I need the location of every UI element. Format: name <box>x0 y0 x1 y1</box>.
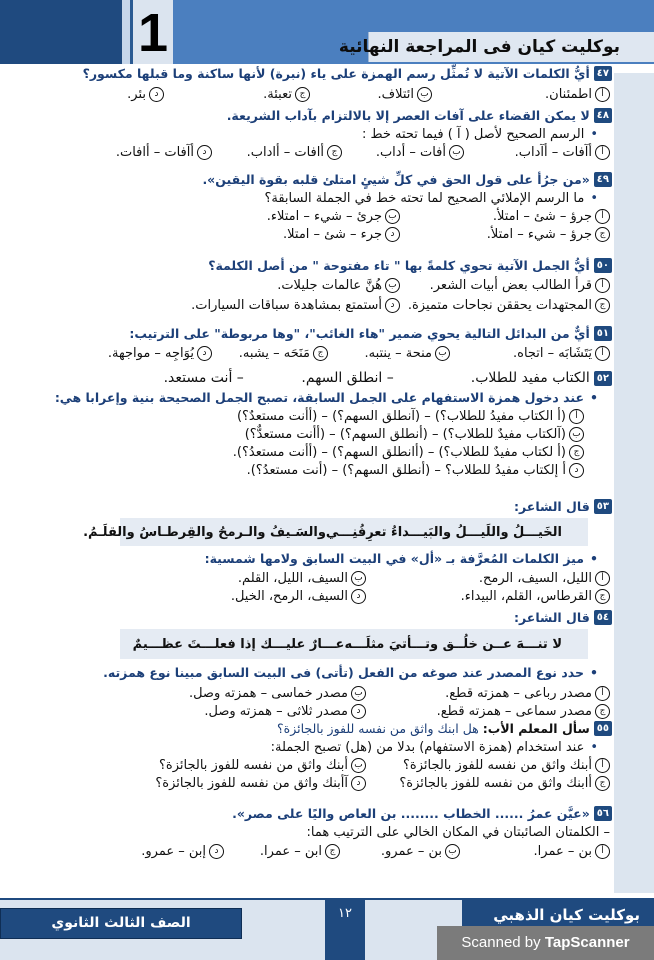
verse-second-hemistich: والسَـيفُ والـرمحُ والقِرطـاسُ والقلَـمُ. <box>83 524 326 540</box>
option-c[interactable] <box>12 445 584 460</box>
option-letter-circle: أ <box>595 844 610 859</box>
option-text: مصدر خماسى – همزته وصل. <box>188 686 348 701</box>
option-text: ابن – عمرا. <box>259 844 322 859</box>
option-text: جرؤ – شئ – امتلأ. <box>492 209 592 224</box>
booklet-label: بوكليت كيان الذهبي <box>493 906 640 924</box>
page-title: بوكليت كيان فى المراجعة النهائية <box>338 37 620 57</box>
option-letter-circle: ب <box>351 686 366 701</box>
option-text: جرئ – شيء – امتلاء. <box>266 209 382 224</box>
question-subprompt: • ما الرسم الإملائي الصحيح لما تحته خط في الجملة السابقة؟ <box>12 191 612 206</box>
option-text: السيف، الرمح، الخيل. <box>230 589 348 604</box>
question-48 <box>12 108 612 160</box>
option-letter-circle: ج <box>595 704 610 719</box>
option-a[interactable] <box>400 209 610 224</box>
option-a[interactable] <box>366 758 610 773</box>
option-letter-circle: أ <box>595 87 610 102</box>
option-letter-circle: أ <box>569 409 584 424</box>
verse-first-hemistich: الخَيـــلُ واللَيـــلُ والبَيـــداءُ تعرِفُنِـــي <box>325 524 562 540</box>
option-d[interactable] <box>12 463 584 478</box>
option-letter-circle: ب <box>417 87 432 102</box>
option-text: ائتلاف. <box>377 87 414 102</box>
option-c[interactable] <box>164 87 310 102</box>
question-50 <box>12 258 612 313</box>
option-text: منحة – ينتبه. <box>364 346 432 361</box>
option-text: يُوَاجِه – مواجهة. <box>107 346 194 361</box>
option-letter-circle: د <box>209 844 224 859</box>
question-intro: قال الشاعر: <box>514 610 590 625</box>
option-text: تعبئة. <box>263 87 292 102</box>
option-text: إبن – عمرو. <box>141 844 206 859</box>
option-text: أ إلكتاب مفيدُ للطلاب؟ – (أنطلق السهم؟) – (أنت مستعدُ؟). <box>246 463 566 478</box>
sentence-2: – انطلق السهم. <box>301 370 394 386</box>
option-b[interactable] <box>342 145 464 160</box>
option-letter-circle: أ <box>595 209 610 224</box>
option-d[interactable] <box>116 145 212 160</box>
option-text: أفات – أداب. <box>375 145 446 160</box>
sentence-3: – أنت مستعد. <box>163 370 244 386</box>
option-text: قرأ الطالب بعض أبيات الشعر. <box>429 278 592 293</box>
option-a[interactable] <box>400 278 610 293</box>
option-b[interactable] <box>340 844 460 859</box>
option-b[interactable] <box>12 427 584 442</box>
option-c[interactable] <box>366 704 610 719</box>
option-letter-circle: د <box>351 704 366 719</box>
option-b[interactable] <box>159 758 366 773</box>
option-a[interactable] <box>450 346 610 361</box>
question-subprompt: • الرسم الصحيح لأصل ( آ ) فيما تحته خط : <box>12 127 612 142</box>
page-number: ١٢ <box>325 900 365 960</box>
option-letter-circle: ب <box>385 209 400 224</box>
question-number-badge: ٤٩ <box>594 172 612 187</box>
option-a[interactable] <box>366 686 610 701</box>
option-c[interactable] <box>212 145 342 160</box>
question-subprompt: • ميز الكلمات المُعرَّفة بـ «أل» في البيت السابق ولامها شمسية: <box>12 551 612 566</box>
option-letter-circle: ب <box>569 427 584 442</box>
option-c[interactable] <box>224 844 340 859</box>
option-text: اطمئنان. <box>545 87 592 102</box>
question-52 <box>12 370 612 478</box>
question-text: «من جرُأ على قول الحق في كلِّ شيئٍ امتلئ قلبه بقوة اليقين». <box>202 172 590 187</box>
option-letter-circle: ب <box>351 758 366 773</box>
option-text: أابنك واثق من نفسه للفوز بالجائزة؟ <box>399 776 592 791</box>
option-letter-circle: د <box>385 298 400 313</box>
option-letter-circle: ج <box>295 87 310 102</box>
question-subprompt: • عند دخول همزة الاستفهام على الجمل السابقة، تصبح الجمل الصحيحة بنية وإعرابا هي: <box>12 390 612 405</box>
option-text: آأبنك واثق من نفسه للفوز بالجائزة؟ <box>155 776 348 791</box>
question-55 <box>12 721 612 791</box>
question-number-badge: ٥٥ <box>594 721 612 736</box>
question-47 <box>12 66 612 102</box>
option-letter-circle: أ <box>595 571 610 586</box>
question-label: سأل المعلم الأب: <box>482 721 590 736</box>
option-text: بئر. <box>127 87 146 102</box>
option-d[interactable] <box>191 298 400 313</box>
question-number-badge: ٥١ <box>594 326 612 341</box>
option-b[interactable] <box>189 686 366 701</box>
option-letter-circle: ج <box>569 445 584 460</box>
option-letter-circle: أ <box>595 278 610 293</box>
question-text: «عيَّن عمرُ ...... الخطاب ........ بن العاص واليًا على مصر». <box>232 806 590 821</box>
poem-verse-box <box>83 518 588 546</box>
option-letter-circle: د <box>351 776 366 791</box>
question-number-badge: ٤٧ <box>594 66 612 81</box>
option-b[interactable] <box>310 87 432 102</box>
option-d[interactable] <box>127 87 164 102</box>
option-letter-circle: ب <box>449 145 464 160</box>
option-letter-circle: ج <box>595 589 610 604</box>
question-number-badge: ٥٢ <box>594 371 612 386</box>
question-text: لا يمكن القضاء على آفات العصر إلا بالالتزام بآداب الشريعة. <box>226 108 590 123</box>
option-text: بن – عمرو. <box>380 844 442 859</box>
option-text: السيف، الليل، القلم. <box>237 571 348 586</box>
option-letter-circle: أ <box>595 758 610 773</box>
option-letter-circle: د <box>351 589 366 604</box>
option-c[interactable] <box>400 227 610 242</box>
verse-second-hemistich: عـــارٌ عليـــك إذا فعلـــتَ عظـــيمٌ <box>132 636 345 652</box>
option-text: مصدر ثلاثى – همزته وصل. <box>204 704 348 719</box>
option-text: بن – عمرا. <box>533 844 592 859</box>
option-text: جرء – شئ – امتلا. <box>283 227 382 242</box>
option-letter-circle: ج <box>595 776 610 791</box>
option-letter-circle: أ <box>595 145 610 160</box>
question-number-badge: ٥٦ <box>594 806 612 821</box>
option-d[interactable] <box>231 589 366 604</box>
option-letter-circle: ج <box>313 346 328 361</box>
question-54 <box>12 610 612 719</box>
question-51 <box>12 326 612 361</box>
option-b[interactable] <box>267 209 400 224</box>
option-text: مصدر سماعى – همزته قطع. <box>436 704 592 719</box>
question-49 <box>12 172 612 242</box>
question-number-badge: ٥٤ <box>594 610 612 625</box>
option-letter-circle: ب <box>435 346 450 361</box>
scanner-watermark <box>437 926 654 960</box>
question-subprompt: • عند استخدام (همزة الاستفهام) بدلا من (هل) تصبح الجملة: <box>12 740 612 755</box>
question-number-badge: ٥٠ <box>594 258 612 273</box>
option-text: أآفات – أافات. <box>115 145 194 160</box>
question-subprompt: • حدد نوع المصدر عند صوغه من الفعل (تأتى) فى البيت السابق مبينا نوع همزته. <box>12 665 612 680</box>
option-text: أبنك واثق من نفسه للفوز بالجائزة؟ <box>159 758 348 773</box>
option-text: القرطاس، القلم، البيداء. <box>460 589 592 604</box>
option-letter-circle: د <box>197 145 212 160</box>
option-c[interactable] <box>366 776 610 791</box>
watermark-brand: TapScanner <box>544 934 630 951</box>
option-letter-circle: ج <box>327 145 342 160</box>
question-number-badge: ٥٣ <box>594 499 612 514</box>
option-b[interactable] <box>328 346 450 361</box>
option-text: مصدر رباعى – همزته قطع. <box>445 686 592 701</box>
question-text: هل ابنك واثق من نفسه للفوز بالجائزة؟ <box>277 721 479 736</box>
option-d[interactable] <box>141 844 224 859</box>
sentence-1: الكتاب مفيد للطلاب. <box>470 370 590 386</box>
grade-label-box <box>0 908 242 939</box>
option-letter-circle: ب <box>385 278 400 293</box>
option-text: هُنَّ عالمات جليلات. <box>277 278 382 293</box>
option-b[interactable] <box>277 278 400 293</box>
grade-label: الصف الثالث الثانوي <box>51 915 191 931</box>
option-letter-circle: ب <box>351 571 366 586</box>
option-text: (أ الكتاب مفيدُ للطلاب؟) – (آنطلق السهم؟) – (أأنت مستعدٌ؟) <box>236 409 566 424</box>
option-d[interactable] <box>204 704 366 719</box>
watermark-prefix: Scanned by <box>461 934 545 951</box>
option-c[interactable] <box>400 298 610 313</box>
option-a[interactable] <box>432 87 610 102</box>
option-letter-circle: ج <box>325 844 340 859</box>
option-d[interactable] <box>283 227 400 242</box>
question-53 <box>12 499 612 604</box>
option-letter-circle: د <box>569 463 584 478</box>
verse-first-hemistich: لا تنـــهَ عــن خلُــق وتـــأتيَ مثلَـــه <box>344 636 562 652</box>
option-text: أافات – أاداب. <box>246 145 324 160</box>
question-number-badge: ٤٨ <box>594 108 612 123</box>
question-subprompt: – الكلمتان الصائبتان في المكان الخالي على الترتيب هما: <box>306 825 610 840</box>
option-letter-circle: د <box>149 87 164 102</box>
option-text: أبنك واثق من نفسه للفوز بالجائزة؟ <box>403 758 592 773</box>
poem-verse-box <box>120 629 588 659</box>
option-text: أستمتع بمشاهدة سباقات السيارات. <box>191 298 382 313</box>
option-c[interactable] <box>366 589 610 604</box>
question-56 <box>12 806 612 859</box>
question-text: أيُّ الكلمات الآتية لا تُمثِّل رسم الهمزة على ياء (نبرة) لأنها ساكنة وما قبلها مكسور؟ <box>82 66 590 81</box>
option-text: (أ لكتاب مفيدٌ للطلاب؟) – (أانطلق السهم؟) – (أأنت مستعدُ؟). <box>232 445 566 460</box>
option-text: يَتَشَابَه – اتجاه. <box>513 346 592 361</box>
option-text: (آلكتاب مفيدٌ للطلاب؟) – (أنطلق السهم؟) – (أأنت مستعدٌّ؟) <box>244 427 566 442</box>
option-text: جرؤ – شيء – امتلأ. <box>486 227 592 242</box>
option-d[interactable] <box>155 776 366 791</box>
option-d[interactable] <box>108 346 212 361</box>
option-c[interactable] <box>212 346 328 361</box>
option-a[interactable] <box>464 145 610 160</box>
option-letter-circle: أ <box>595 346 610 361</box>
question-text: أيُّ الجمل الآتية تحوي كلمةً بها " تاء مفتوحة " من أصل الكلمة؟ <box>208 258 590 273</box>
option-letter-circle: د <box>197 346 212 361</box>
option-text: الليل، السيف، الرمح. <box>478 571 592 586</box>
option-text: أآفات – أآداب. <box>514 145 592 160</box>
option-letter-circle: أ <box>595 686 610 701</box>
unit-number: 1 <box>137 3 169 63</box>
page-header <box>0 0 654 64</box>
option-letter-circle: ج <box>595 298 610 313</box>
question-intro: قال الشاعر: <box>514 499 590 514</box>
option-text: المجتهدات يحققن نجاحات متميزة. <box>407 298 592 313</box>
option-letter-circle: د <box>385 227 400 242</box>
option-text: مَنَحَه – يشبه. <box>238 346 310 361</box>
option-letter-circle: ب <box>445 844 460 859</box>
option-b[interactable] <box>238 571 366 586</box>
option-a[interactable] <box>12 409 584 424</box>
side-decoration-strip <box>614 73 654 893</box>
option-a[interactable] <box>366 571 610 586</box>
option-letter-circle: ج <box>595 227 610 242</box>
question-text: أيٌّ من البدائل التالية يحوي ضمير "هاء الغائب"، "وها مربوطة" على الترتيب: <box>129 326 590 341</box>
option-a[interactable] <box>460 844 610 859</box>
